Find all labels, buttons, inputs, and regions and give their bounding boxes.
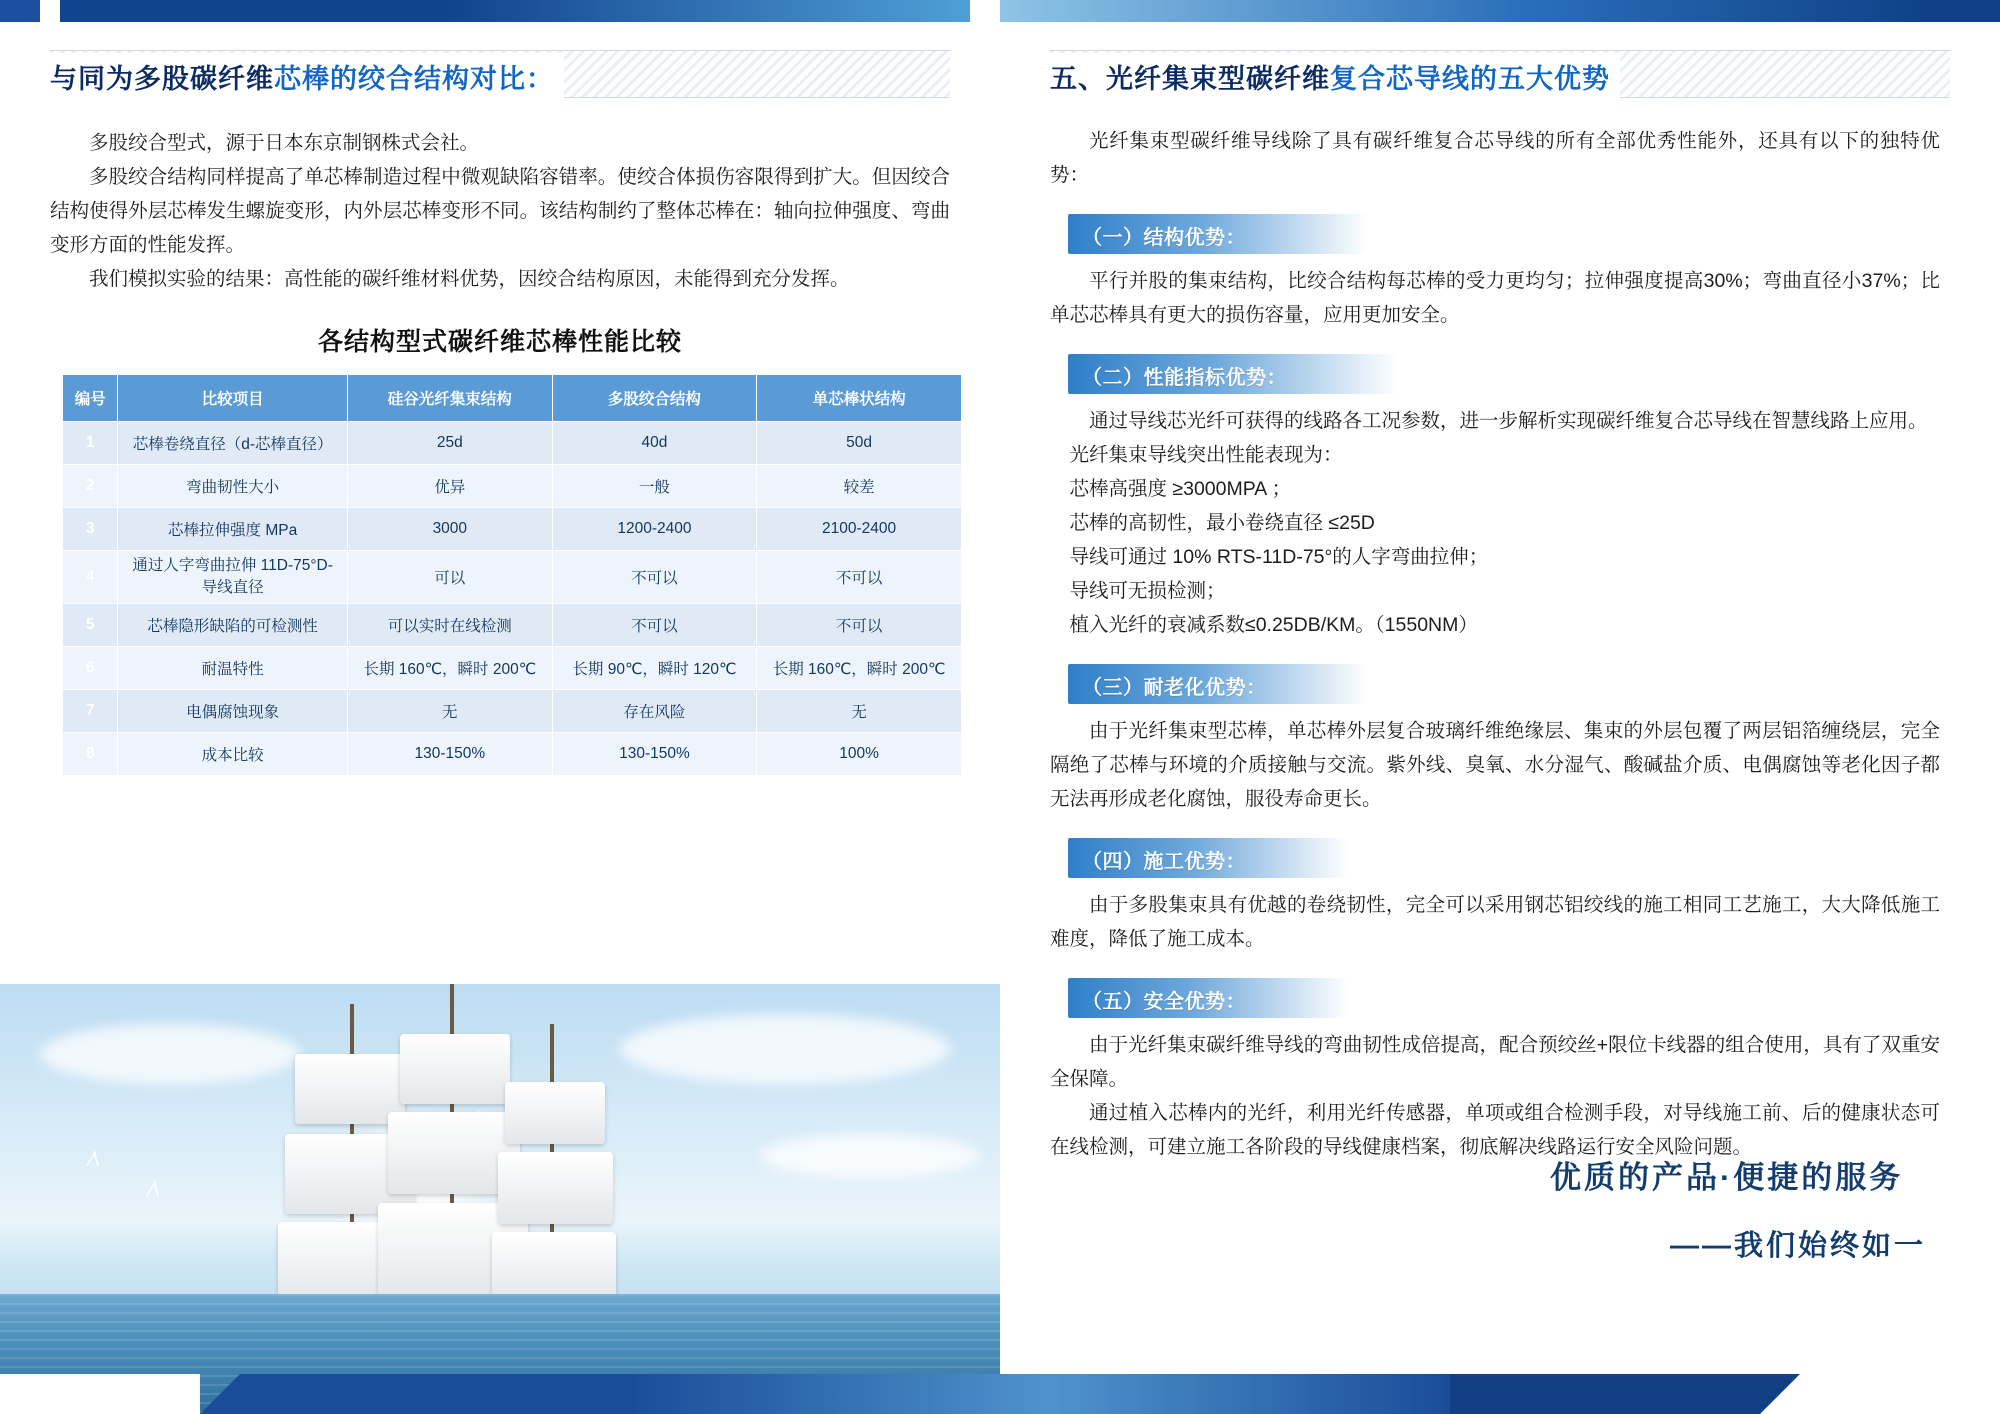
row-val-b: 不可以 <box>552 551 756 604</box>
row-val-a: 无 <box>347 690 552 733</box>
table-col-header-0: 编号 <box>63 375 118 422</box>
row-val-b: 40d <box>552 422 756 465</box>
left-heading-main: 与同为多股碳纤维 <box>50 64 274 94</box>
section2-spec-list <box>1050 438 1940 642</box>
left-column <box>0 22 1000 1414</box>
top-bar-seg-7 <box>1520 0 1940 22</box>
slogan-line-2: ——我们始终如一 <box>1669 1230 1926 1262</box>
section1-paragraph-1: 平行并股的集束结构，比绞合结构每芯棒的受力更均匀；拉伸强度提高30%；弯曲直径小37%；比单芯芯棒具有更大的损伤容量，应用更加安全。 <box>1050 270 1940 326</box>
section3-paragraph-1: 由于光纤集束型芯棒，单芯棒外层复合玻璃纤维绝缘层、集束的外层包覆了两层铝箔缠绕层，完全隔绝了芯棒与环境的介质接触与交流。紫外线、臭氧、水分湿气、酸碱盐介质、电偶腐蚀等老化因子都无法再形成老化腐蚀，服役寿命更长。 <box>1050 720 1940 810</box>
row-item: 通过人字弯曲拉伸 11D-75°D-导线直径 <box>118 551 348 604</box>
left-heading-accent: 芯棒的绞合结构对比： <box>274 64 554 94</box>
row-item: 耐温特性 <box>118 647 348 690</box>
spec-line: 导线可通过 10% RTS-11D-75°的人字弯曲拉伸； <box>1069 546 1489 568</box>
top-bar-seg-2 <box>40 0 60 22</box>
row-val-b: 不可以 <box>552 604 756 647</box>
row-val-b: 一般 <box>552 465 756 508</box>
bird-2: ⁄\ <box>150 1179 159 1201</box>
row-val-a: 优异 <box>347 465 552 508</box>
row-val-a: 长期 160℃，瞬时 200℃ <box>347 647 552 690</box>
bottom-decoration-bar <box>0 1374 2000 1414</box>
row-val-a: 可以实时在线检测 <box>347 604 552 647</box>
spec-line: 光纤集束导线突出性能表现为： <box>1069 444 1343 466</box>
sail-4 <box>400 1034 510 1104</box>
row-index: 1 <box>63 422 118 465</box>
sailing-ship-photo <box>0 984 1000 1414</box>
row-index: 3 <box>63 508 118 551</box>
table-header-row <box>63 375 962 422</box>
row-item: 成本比较 <box>118 733 348 776</box>
spec-line: 植入光纤的衰减系数≤0.25DB/KM。（1550NM） <box>1069 614 1478 636</box>
section5-paragraph-1: 由于光纤集束碳纤维导线的弯曲韧性成倍提高，配合预绞丝+限位卡线器的组合使用，具有了双重安全保障。 <box>1050 1034 1940 1090</box>
top-bar-seg-3 <box>60 0 450 22</box>
slogan-line-1: 优质的产品·便捷的服务 <box>1549 1160 1904 1195</box>
table-row <box>63 690 962 733</box>
top-decoration-bar <box>0 0 2000 22</box>
sub-heading-performance <box>1068 354 1398 394</box>
row-val-a: 3000 <box>347 508 552 551</box>
performance-comparison-table <box>62 374 962 776</box>
spec-line: 导线可无损检测； <box>1069 580 1226 602</box>
table-row <box>63 422 962 465</box>
left-paragraph-2: 多股绞合结构同样提高了单芯棒制造过程中微观缺陷容错率。使绞合体损伤容限得到扩大。但因绞合结构使得外层芯棒发生螺旋变形，内外层芯棒变形不同。该结构制约了整体芯棒在：轴向拉伸强度、弯曲变形方面的性能发挥。 <box>50 166 950 256</box>
left-heading-text <box>50 53 564 100</box>
right-heading-accent: 复合芯导线的五大优势 <box>1330 64 1610 94</box>
left-section-heading <box>50 50 950 100</box>
row-item: 芯棒卷绕直径（d-芯棒直径） <box>118 422 348 465</box>
table-col-header-1: 比较项目 <box>118 375 348 422</box>
right-heading-main: 五、光纤集束型碳纤维 <box>1050 64 1330 94</box>
sub-heading-label: （二）性能指标优势： <box>1082 367 1287 389</box>
row-item: 芯棒隐形缺陷的可检测性 <box>118 604 348 647</box>
bottom-bar-left <box>0 1374 200 1414</box>
row-val-c: 长期 160℃，瞬时 200℃ <box>757 647 962 690</box>
table-col-header-2: 硅谷光纤集束结构 <box>347 375 552 422</box>
table-col-header-4: 单芯棒状结构 <box>757 375 962 422</box>
row-val-a: 可以 <box>347 551 552 604</box>
row-val-b: 1200-2400 <box>552 508 756 551</box>
sub-heading-label: （一）结构优势： <box>1082 227 1246 249</box>
right-heading-text <box>1050 53 1620 100</box>
right-intro-paragraph: 光纤集束型碳纤维导线除了具有碳纤维复合芯导线的所有全部优秀性能外，还具有以下的独特优势： <box>1050 130 1940 186</box>
spec-line: 芯棒的高韧性，最小卷绕直径 ≤25D <box>1069 512 1375 534</box>
row-val-c: 100% <box>757 733 962 776</box>
row-val-c: 不可以 <box>757 604 962 647</box>
top-bar-seg-8 <box>1940 0 2000 22</box>
top-bar-seg-1 <box>0 0 40 22</box>
sub-heading-label: （四）施工优势： <box>1082 851 1246 873</box>
row-index: 4 <box>63 551 118 604</box>
left-paragraph-1: 多股绞合型式，源于日本东京制钢株式会社。 <box>89 132 480 154</box>
sub-heading-aging <box>1068 664 1368 704</box>
section2-paragraph-1: 通过导线芯光纤可获得的线路各工况参数，进一步解析实现碳纤维复合芯导线在智慧线路上应用。 <box>1089 410 1928 432</box>
table-row <box>63 604 962 647</box>
sub-heading-label: （五）安全优势： <box>1082 991 1246 1013</box>
sail-7 <box>505 1082 605 1144</box>
row-index: 7 <box>63 690 118 733</box>
right-section-heading <box>1050 50 1950 100</box>
row-val-a: 25d <box>347 422 552 465</box>
row-item: 弯曲韧性大小 <box>118 465 348 508</box>
sail-8 <box>498 1152 613 1224</box>
sub-heading-label: （三）耐老化优势： <box>1082 677 1267 699</box>
row-index: 6 <box>63 647 118 690</box>
sub-heading-structure <box>1068 214 1368 254</box>
bird-1: ⁄\ <box>90 1149 99 1171</box>
table-title: 各结构型式碳纤维芯棒性能比较 <box>317 328 682 356</box>
row-val-c: 50d <box>757 422 962 465</box>
row-val-b: 存在风险 <box>552 690 756 733</box>
table-col-header-3: 多股绞合结构 <box>552 375 756 422</box>
table-row <box>63 647 962 690</box>
table-row <box>63 733 962 776</box>
row-item: 电偶腐蚀现象 <box>118 690 348 733</box>
section4-paragraph-1: 由于多股集束具有优越的卷绕韧性，完全可以采用钢芯铝绞线的施工相同工艺施工，大大降低施工难度，降低了施工成本。 <box>1050 894 1940 950</box>
cloud-3 <box>760 1134 980 1178</box>
right-column <box>1000 22 2000 1414</box>
table-row <box>63 551 962 604</box>
row-val-b: 130-150% <box>552 733 756 776</box>
row-val-c: 较差 <box>757 465 962 508</box>
row-val-c: 无 <box>757 690 962 733</box>
bottom-bar-seg-4 <box>1450 1374 1800 1414</box>
bottom-bar-seg-3 <box>1050 1374 1450 1414</box>
brochure-page <box>0 22 2000 1414</box>
bottom-bar-seg-1 <box>200 1374 630 1414</box>
bottom-bar-right <box>1800 1374 2000 1414</box>
left-paragraph-3: 我们模拟实验的结果：高性能的碳纤维材料优势，因绞合结构原因，未能得到充分发挥。 <box>89 268 850 290</box>
right-body <box>1050 124 1940 1164</box>
row-item: 芯棒拉伸强度 MPa <box>118 508 348 551</box>
sub-heading-construction <box>1068 838 1348 878</box>
top-bar-seg-5 <box>970 0 1000 22</box>
sail-9 <box>492 1232 616 1302</box>
top-bar-seg-6 <box>1000 0 1520 22</box>
row-val-c: 2100-2400 <box>757 508 962 551</box>
row-val-b: 长期 90℃，瞬时 120℃ <box>552 647 756 690</box>
bottom-bar-seg-2 <box>630 1374 1050 1414</box>
table-row <box>63 465 962 508</box>
spec-line: 芯棒高强度 ≥3000MPA ； <box>1069 478 1292 500</box>
table-row <box>63 508 962 551</box>
row-index: 2 <box>63 465 118 508</box>
top-bar-seg-4 <box>450 0 970 22</box>
row-val-a: 130-150% <box>347 733 552 776</box>
section5-paragraph-2: 通过植入芯棒内的光纤，利用光纤传感器，单项或组合检测手段，对导线施工前、后的健康状态可在线检测，可建立施工各阶段的导线健康档案，彻底解决线路运行安全风险问题。 <box>1050 1102 1940 1158</box>
left-body-text <box>50 126 950 296</box>
sub-heading-safety <box>1068 978 1348 1018</box>
row-index: 8 <box>63 733 118 776</box>
row-index: 5 <box>63 604 118 647</box>
slogan-block <box>1550 1152 1926 1264</box>
row-val-c: 不可以 <box>757 551 962 604</box>
table-body <box>63 422 962 776</box>
